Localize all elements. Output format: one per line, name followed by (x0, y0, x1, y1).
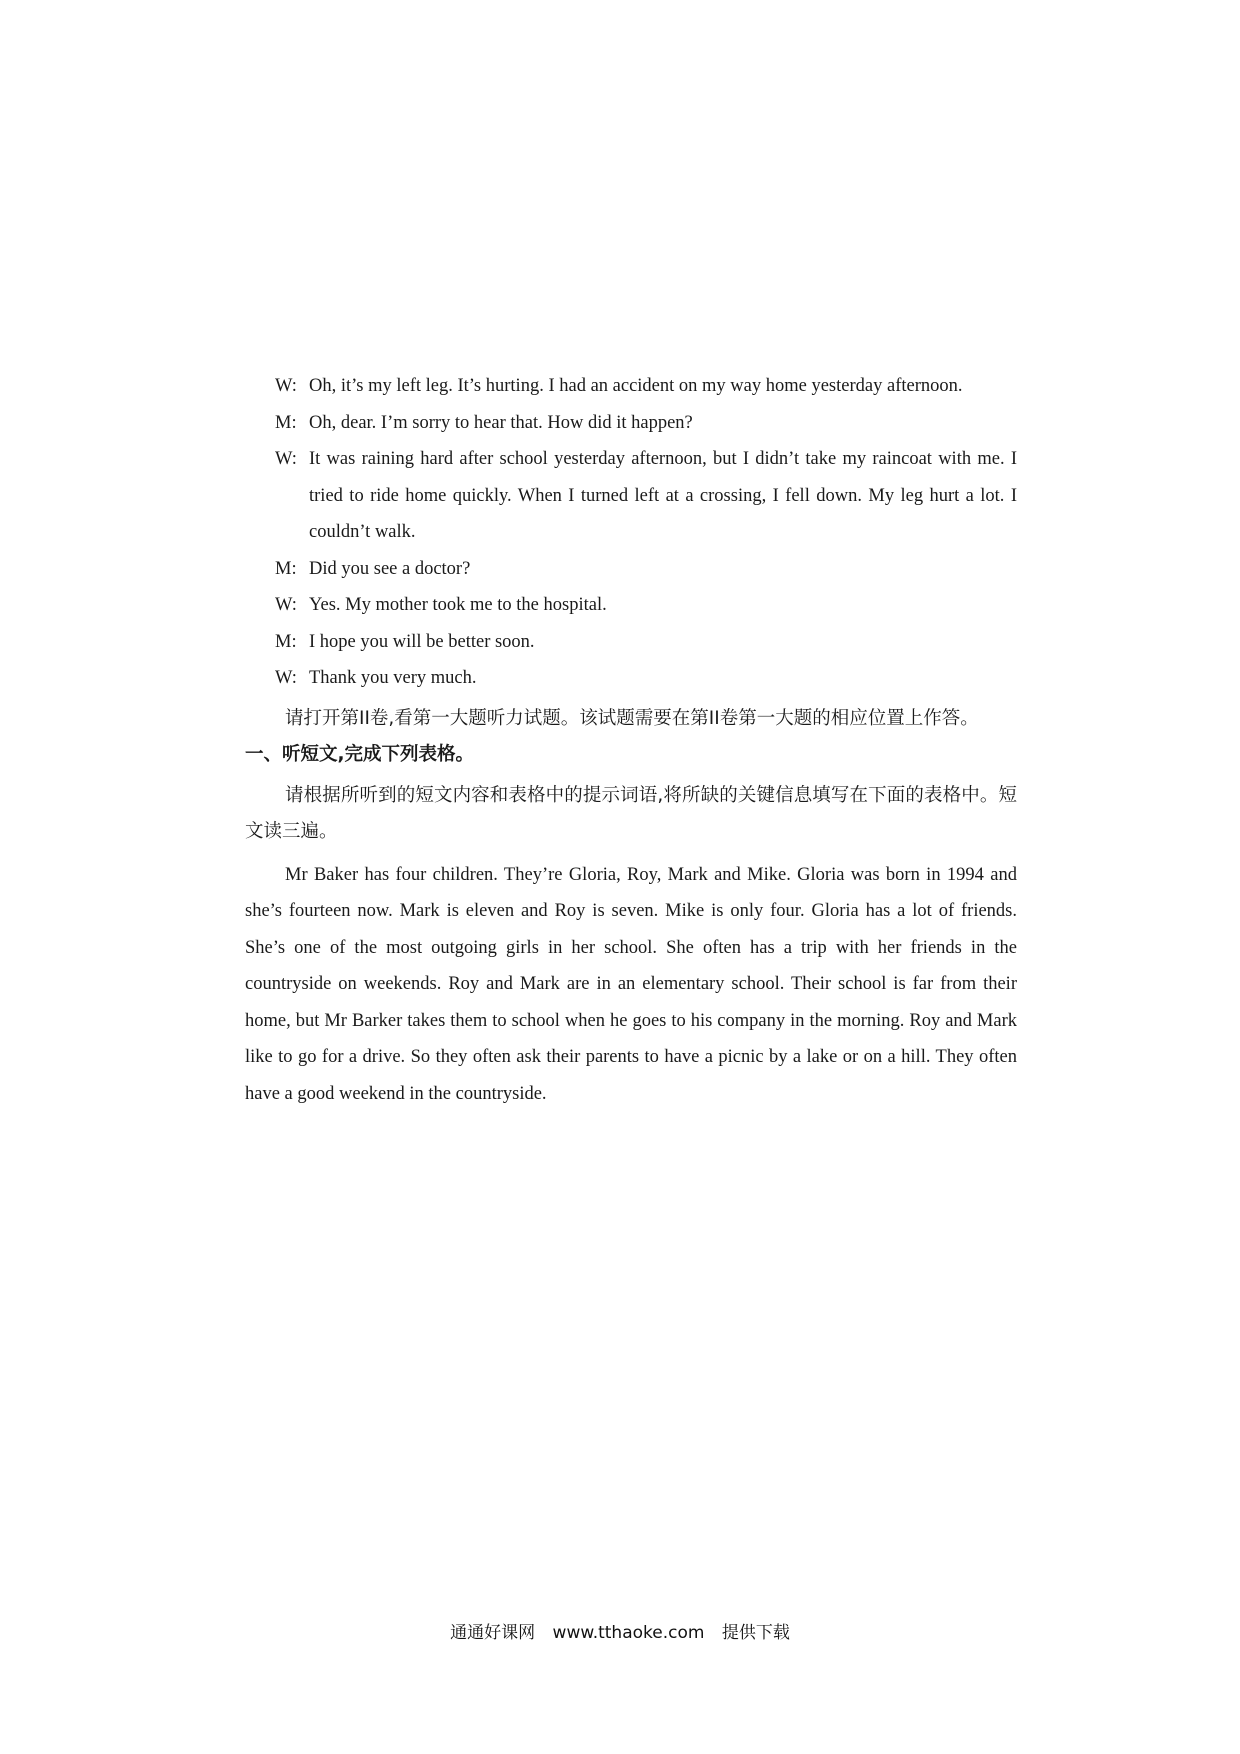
dialogue-text: It was raining hard after school yesterday afternoon, but I didn’t take my raincoat with me. I tried to ride home quickly. When I turned left at a crossing, I fell down. My leg hurt a lot. I couldn’t walk. (309, 449, 1017, 542)
dialogue-text: Yes. My mother took me to the hospital. (309, 595, 607, 615)
dialogue-speaker: M: (275, 558, 297, 579)
dialogue-speaker: W: (275, 449, 297, 469)
instruction-fill-table: 请根据所听到的短文内容和表格中的提示词语,将所缺的关键信息填写在下面的表格中。短文读三遍。 (245, 784, 1017, 842)
dialogue-line (275, 441, 1017, 551)
dialogue-speaker: M: (275, 412, 297, 433)
dialogue-speaker: W: (275, 595, 297, 615)
dialogue-text: Thank you very much. (309, 668, 477, 688)
dialogue-line (275, 405, 1017, 442)
footer (0, 1618, 1240, 1643)
dialogue-text: I hope you will be better soon. (309, 631, 535, 652)
dialogue-line (275, 368, 1017, 405)
dialogue-line (275, 624, 1017, 661)
dialogue-speaker: W: (275, 376, 297, 396)
footer-site-name: 通通好课网 (450, 1623, 536, 1643)
dialogue-line (275, 660, 1017, 697)
dialogue-text: Did you see a doctor? (309, 558, 471, 579)
dialogue-line (275, 587, 1017, 624)
dialogue-text: Oh, it’s my left leg. It’s hurting. I had an accident on my way home yesterday afternoon. (309, 376, 963, 396)
dialogue-speaker: W: (275, 668, 297, 688)
document-content (245, 368, 1017, 1112)
dialogue-speaker: M: (275, 631, 297, 652)
section-title: 一、听短文,完成下列表格。 (245, 744, 475, 765)
dialogue-line (275, 551, 1017, 588)
listening-passage: Mr Baker has four children. They’re Gloria, Roy, Mark and Mike. Gloria was born in 1994 and she’s fourteen now. Mark is eleven and Roy is seven. Mike is only four. Gloria has a lot of friends. She’s one of the most outgoing girls in her school. She often has a trip with her friends in the countryside on weekends. Roy and Mark are in an elementary school. Their school is far from their home, but Mr Barker takes them to school when he goes to his company in the morning. Roy and Mark like to go for a drive. So they often ask their parents to have a picnic by a lake or on a hill. They often have a good weekend in the countryside. (245, 864, 1017, 1104)
footer-tagline: 提供下载 (721, 1623, 790, 1643)
footer-site-url[interactable]: www.tthaoke.com (552, 1623, 705, 1643)
instruction-open-paper: 请打开第II卷,看第一大题听力试题。该试题需要在第II卷第一大题的相应位置上作答。 (285, 707, 979, 729)
dialogue-text: Oh, dear. I’m sorry to hear that. How did it happen? (309, 412, 693, 433)
